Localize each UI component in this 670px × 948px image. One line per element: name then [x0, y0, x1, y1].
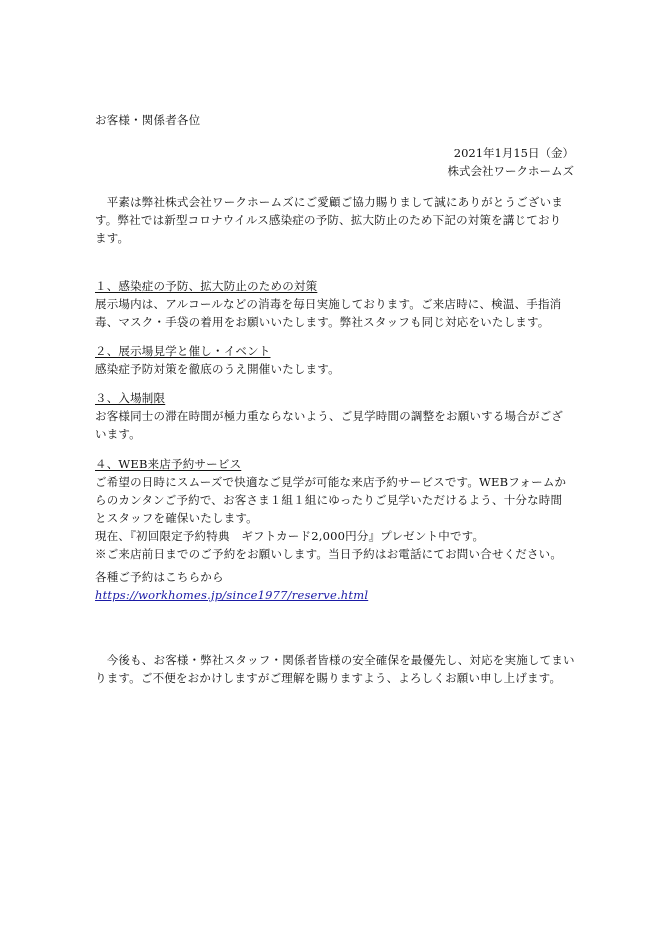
reservation-label: 各種ご予約はこちらから	[95, 570, 224, 584]
section-heading: ２、展示場見学と催し・イベント	[95, 344, 271, 358]
closing-paragraph	[95, 651, 580, 687]
section-heading: １、感染症の予防、拡大防止のための対策	[95, 279, 318, 293]
section-infection-measures	[95, 277, 580, 331]
intro-line: 平素は弊社株式会社ワークホームズにご愛顧ご協力賜りまして誠にありがとうございま	[95, 195, 563, 209]
addressee: お客様・関係者各位	[95, 113, 201, 127]
section-line: 感染症予防対策を徹底のうえ開催いたします。	[95, 362, 340, 376]
document-date: 2021年1月15日（金）	[453, 146, 574, 160]
section-line: 現在、『初回限定予約特典 ギフトカード2,000円分』プレゼント中です。	[95, 529, 485, 543]
intro-line: す。弊社では新型コロナウイルス感染症の予防、拡大防止のため下記の対策を講じており	[95, 213, 562, 227]
section-line: とスタッフを確保いたします。	[95, 511, 258, 525]
section-showroom-events	[95, 342, 580, 378]
section-web-reservation	[95, 455, 580, 563]
section-line: います。	[95, 427, 141, 441]
section-heading: ４、WEB来店予約サービス	[95, 457, 242, 471]
intro-paragraph	[95, 193, 580, 247]
section-entry-limit	[95, 389, 580, 443]
reservation-link[interactable]: https://workhomes.jp/since1977/reserve.html	[95, 588, 369, 602]
section-line: ご希望の日時にスムーズで快適なご見学が可能な来店予約サービスです。WEBフォームか	[95, 475, 567, 489]
reservation-contact	[95, 568, 580, 604]
section-line: 展示場内は、アルコールなどの消毒を毎日実施しております。ご来店時に、検温、手指消	[95, 297, 562, 311]
section-line: らのカンタンご予約で、お客さま１組１組にゆったりご見学いただけるよう、十分な時間	[95, 493, 563, 507]
company-name: 株式会社ワークホームズ	[447, 164, 574, 178]
section-line: ※ご来店前日までのご予約をお願いします。当日予約はお電話にてお問い合せください。	[95, 547, 563, 561]
closing-line: 今後も、お客様・弊社スタッフ・関係者皆様の安全確保を最優先し、対応を実施してまい	[95, 653, 575, 667]
section-heading: ３、入場制限	[95, 391, 166, 405]
section-line: 毒、マスク・手袋の着用をお願いいたします。弊社スタッフも同じ対応をいたします。	[95, 315, 550, 329]
section-line: お客様同士の滞在時間が極力重ならないよう、ご見学時間の調整をお願いする場合がござ	[95, 409, 563, 423]
intro-line: ます。	[95, 231, 130, 245]
closing-line: ります。ご不便をおかけしますがご理解を賜りますよう、よろしくお願い申し上げます。	[95, 671, 562, 685]
